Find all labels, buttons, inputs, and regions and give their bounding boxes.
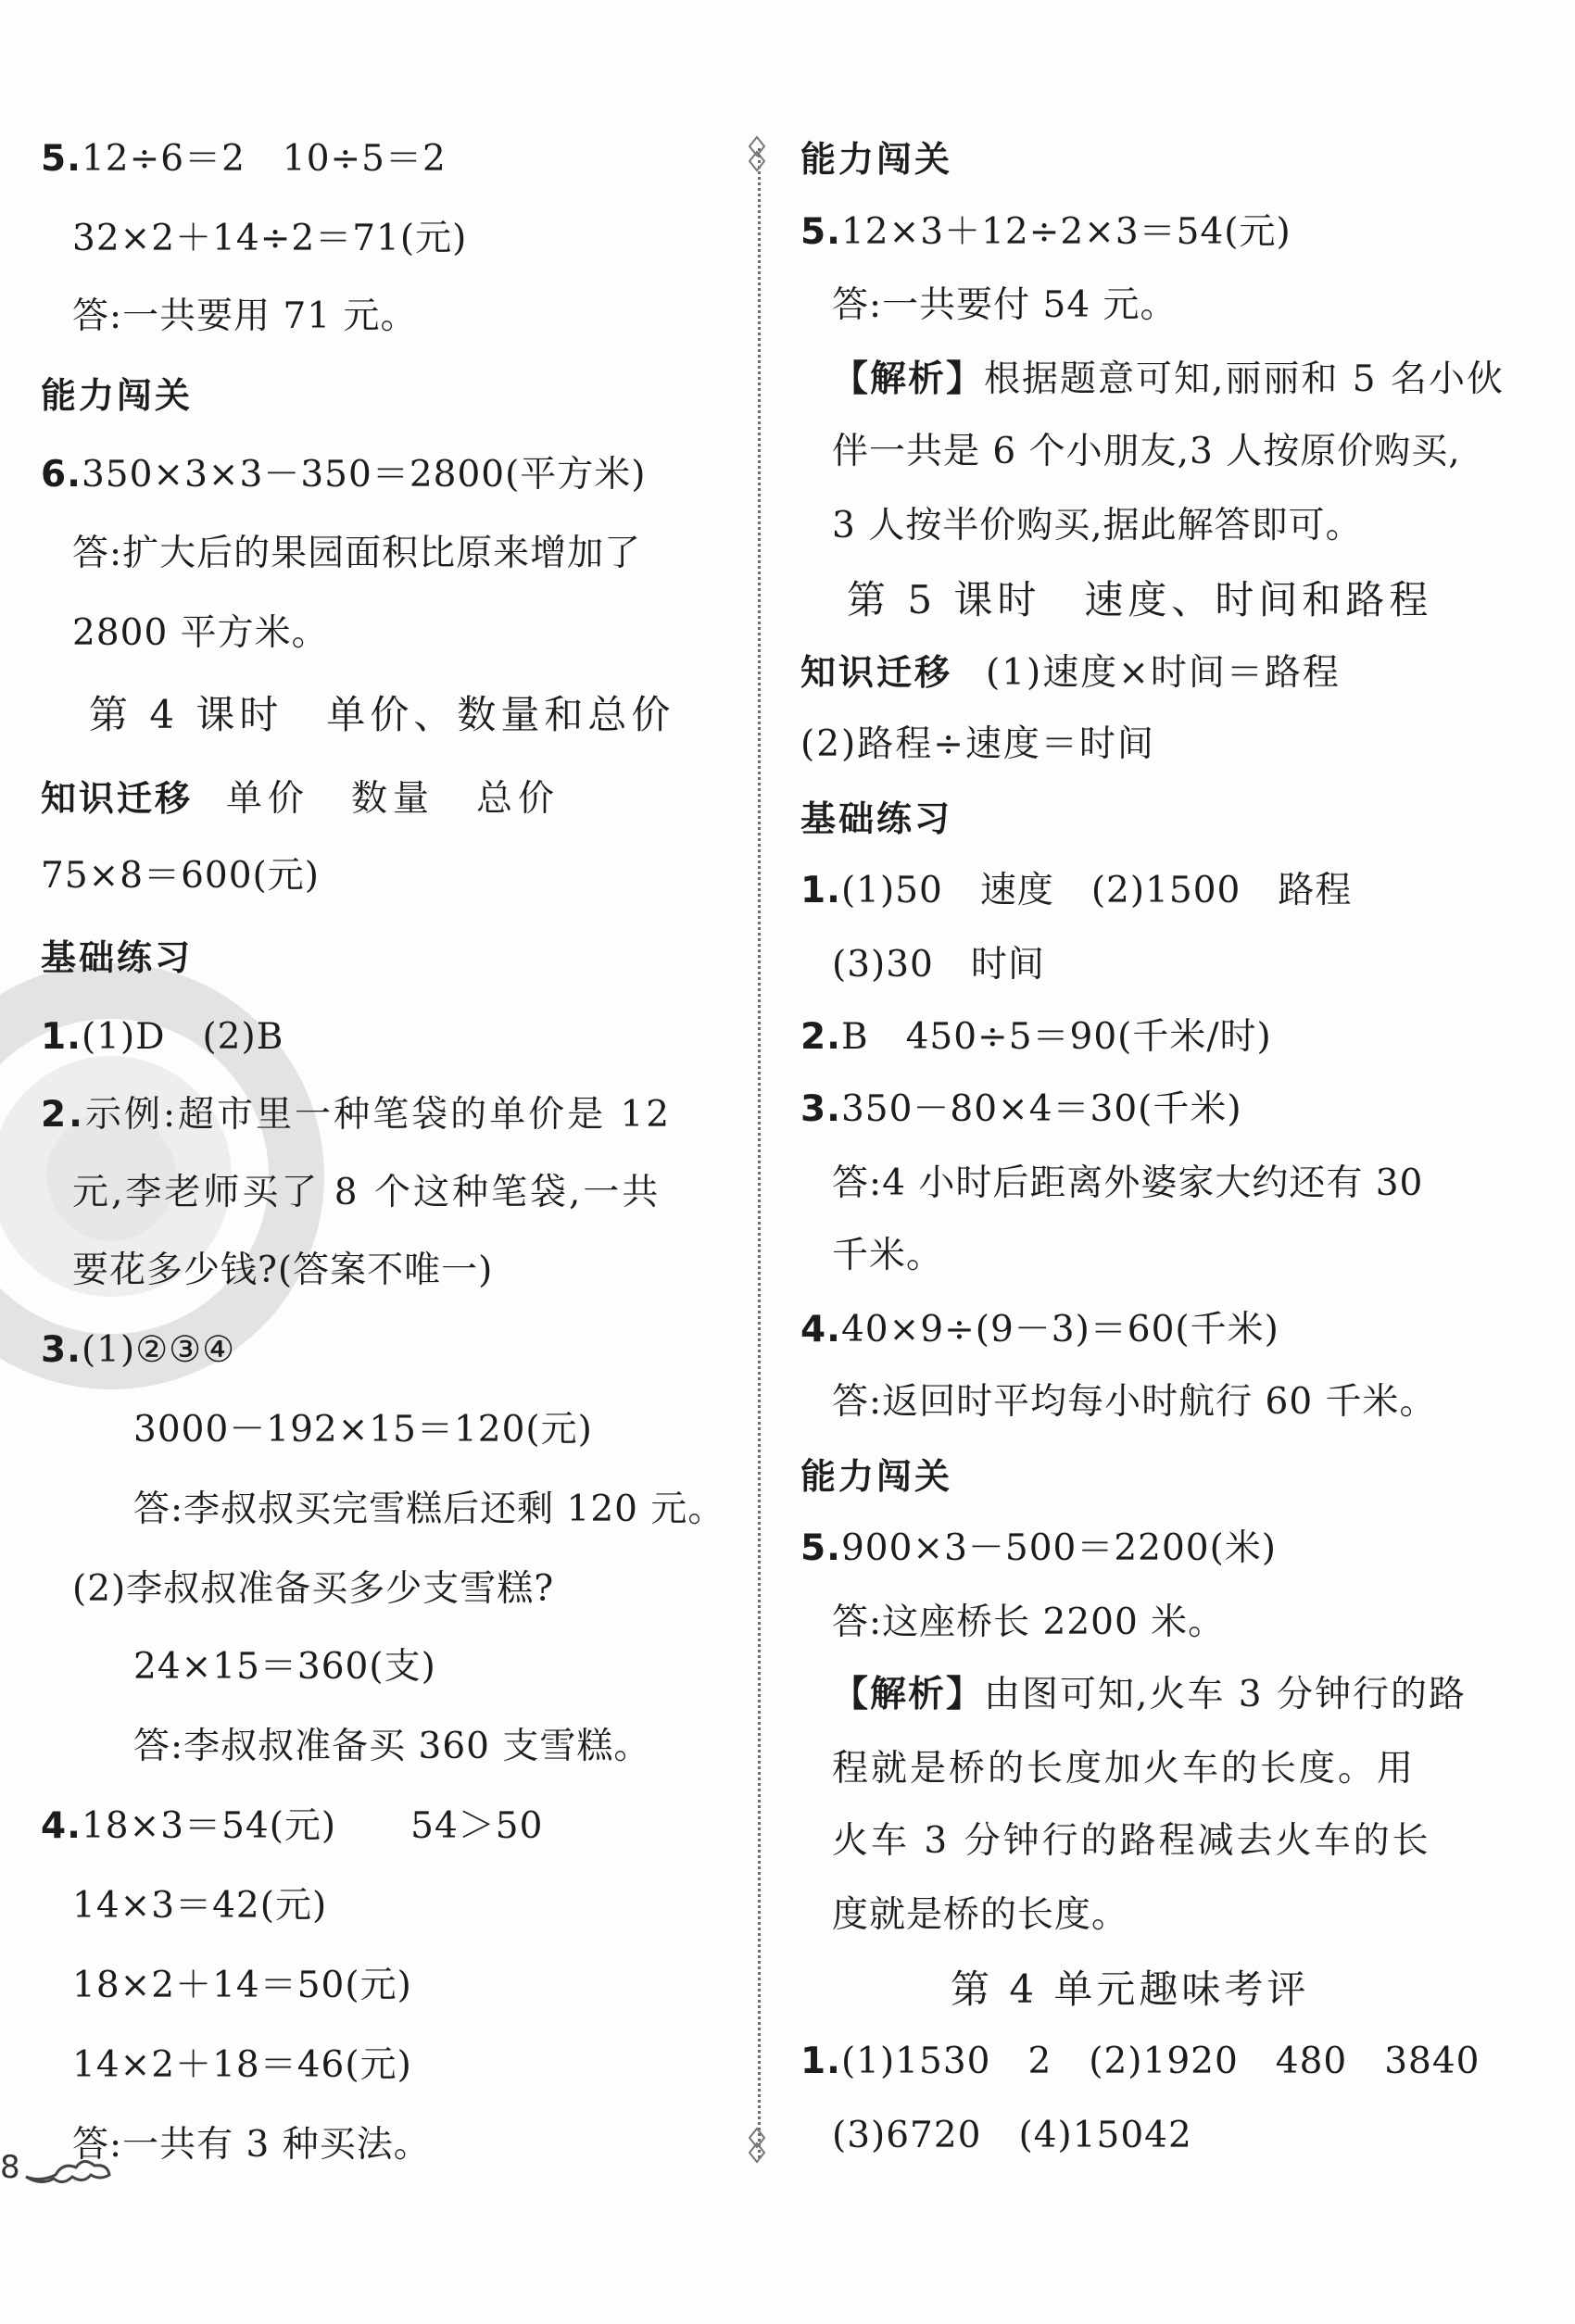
left-answer-6 — [41, 451, 647, 499]
question-number: 6. — [41, 454, 82, 496]
section-heading-ability: 能力闯关 — [41, 375, 194, 416]
left-answer-4 — [41, 1803, 543, 1851]
answer-text: (1)1530 2 (2)1920 480 3840 — [840, 2041, 1480, 2082]
right-line-11: 答:4 小时后距离外婆家大约还有 30 — [832, 1162, 1424, 1204]
section-heading-basic: 基础练习 — [41, 937, 194, 978]
left-line-20: 18×2＋14＝50(元) — [72, 1965, 412, 2006]
left-line-21: 14×2＋18＝46(元) — [72, 2044, 412, 2086]
answer-text: 12×3＋12÷2×3＝54(元) — [840, 211, 1292, 253]
right-line-2: 答:一共要付 54 元。 — [832, 284, 1178, 326]
page-number: 8 — [0, 2149, 20, 2186]
left-line-17: 答:李叔叔准备买 360 支雪糕。 — [133, 1726, 651, 1767]
left-line-5: 答:扩大后的果园面积比原来增加了 — [72, 533, 642, 574]
left-line-16: 24×15＝360(支) — [133, 1646, 436, 1688]
left-knowledge-line — [41, 774, 560, 823]
question-number: 2. — [41, 1094, 85, 1136]
answer-text: (1)②③④ — [81, 1329, 236, 1371]
left-line-22: 答:一共有 3 种买法。 — [72, 2124, 431, 2166]
right-answer-4 — [800, 1306, 1279, 1354]
right-answer-1b — [800, 2038, 1480, 2086]
question-number: 2. — [800, 1016, 841, 1058]
right-answer-5 — [800, 208, 1292, 257]
left-line-11: 要花多少钱?(答案不唯一) — [72, 1250, 494, 1291]
section-heading-knowledge-right: 知识迁移 — [800, 652, 953, 693]
section-heading-ability-right: 能力闯关 — [800, 139, 953, 180]
section-heading-knowledge: 知识迁移 — [41, 778, 194, 819]
right-line-19: 火车 3 分钟行的路程减去火车的长 — [832, 1820, 1431, 1862]
left-line-2: 32×2＋14÷2＝71(元) — [72, 218, 468, 259]
question-number: 4. — [41, 1805, 82, 1847]
lesson-5-title: 第 5 课时 速度、时间和路程 — [847, 577, 1433, 622]
answer-text: B 450÷5＝90(千米/时) — [840, 1016, 1272, 1058]
answer-text: 12÷6＝2 10÷5＝2 — [81, 138, 447, 180]
analysis-label: 【解析】 — [832, 358, 985, 400]
divider-ornament-top-icon — [748, 135, 766, 172]
left-line-15: (2)李叔叔准备买多少支雪糕? — [72, 1568, 555, 1610]
right-line-8: (3)30 时间 — [832, 944, 1045, 986]
answer-text: (1)D (2)B — [81, 1016, 284, 1058]
left-line-10: 元,李老师买了 8 个这种笔袋,一共 — [72, 1172, 662, 1213]
answer-text: 350×3×3－350＝2800(平方米) — [81, 454, 647, 496]
question-number: 1. — [800, 2041, 841, 2082]
divider-ornament-bottom-icon — [748, 2127, 766, 2164]
left-line-3: 答:一共要用 71 元。 — [72, 295, 418, 337]
question-number: 5. — [41, 138, 82, 180]
analysis-text: 根据题意可知,丽丽和 5 名小伙 — [984, 358, 1506, 400]
right-line-20: 度就是桥的长度。 — [832, 1894, 1129, 1936]
right-answer-1 — [800, 867, 1352, 915]
left-line-7: 75×8＝600(元) — [41, 855, 320, 897]
left-answer-1 — [41, 1013, 284, 1062]
knowledge-formula: (1)速度×时间＝路程 — [986, 652, 1341, 694]
answer-text: 40×9÷(9－3)＝60(千米) — [840, 1309, 1279, 1350]
knowledge-terms: 单价 数量 总价 — [226, 778, 561, 820]
right-line-5: 3 人按半价购买,据此解答即可。 — [832, 505, 1363, 546]
right-line-22: (3)6720 (4)15042 — [832, 2115, 1192, 2156]
right-analysis-2 — [832, 1671, 1467, 1719]
right-answer-2 — [800, 1013, 1272, 1062]
right-line-14: 答:返回时平均每小时航行 60 千米。 — [832, 1381, 1437, 1423]
left-answer-5 — [41, 135, 447, 183]
section-heading-ability-right-2: 能力闯关 — [800, 1456, 953, 1497]
left-answer-3 — [41, 1326, 235, 1375]
right-line-16: 答:这座桥长 2200 米。 — [832, 1602, 1226, 1643]
analysis-text: 由图可知,火车 3 分钟行的路 — [984, 1674, 1468, 1715]
right-line-12: 千米。 — [832, 1235, 944, 1276]
right-analysis-1 — [832, 356, 1505, 404]
cloud-ornament-icon — [22, 2151, 115, 2188]
answer-text: 18×3＝54(元) 54＞50 — [81, 1805, 544, 1847]
right-line-18: 程就是桥的长度加火车的长度。用 — [832, 1748, 1417, 1790]
left-line-6: 2800 平方米。 — [72, 612, 329, 654]
left-answer-2 — [41, 1091, 672, 1139]
question-number: 1. — [800, 870, 841, 911]
question-number: 3. — [800, 1088, 841, 1130]
left-line-19: 14×3＝42(元) — [72, 1885, 328, 1927]
right-line-4: 伴一共是 6 个小朋友,3 人按原价购买, — [832, 431, 1461, 472]
analysis-label: 【解析】 — [832, 1674, 985, 1715]
right-answer-3 — [800, 1086, 1242, 1134]
answer-text: 示例:超市里一种笔袋的单价是 12 — [84, 1094, 673, 1136]
question-number: 1. — [41, 1016, 82, 1058]
question-number: 5. — [800, 1527, 841, 1569]
unit-4-review-title: 第 4 单元趣味考评 — [951, 1966, 1310, 2012]
lesson-4-title: 第 4 课时 单价、数量和总价 — [89, 692, 675, 737]
answer-text: 350－80×4＝30(千米) — [840, 1088, 1242, 1130]
left-line-13: 3000－192×15＝120(元) — [133, 1409, 593, 1451]
right-answer-5b — [800, 1525, 1277, 1573]
question-number: 4. — [800, 1309, 841, 1350]
question-number: 3. — [41, 1329, 82, 1371]
question-number: 5. — [800, 211, 841, 253]
answer-text: 900×3－500＝2200(米) — [840, 1527, 1278, 1569]
right-line-6: (2)路程÷速度＝时间 — [800, 723, 1155, 765]
left-line-14: 答:李叔叔买完雪糕后还剩 120 元。 — [133, 1489, 725, 1530]
column-divider — [758, 148, 761, 2158]
right-knowledge-line — [800, 648, 1341, 697]
section-heading-basic-right: 基础练习 — [800, 798, 953, 839]
answer-text: (1)50 速度 (2)1500 路程 — [840, 870, 1353, 911]
